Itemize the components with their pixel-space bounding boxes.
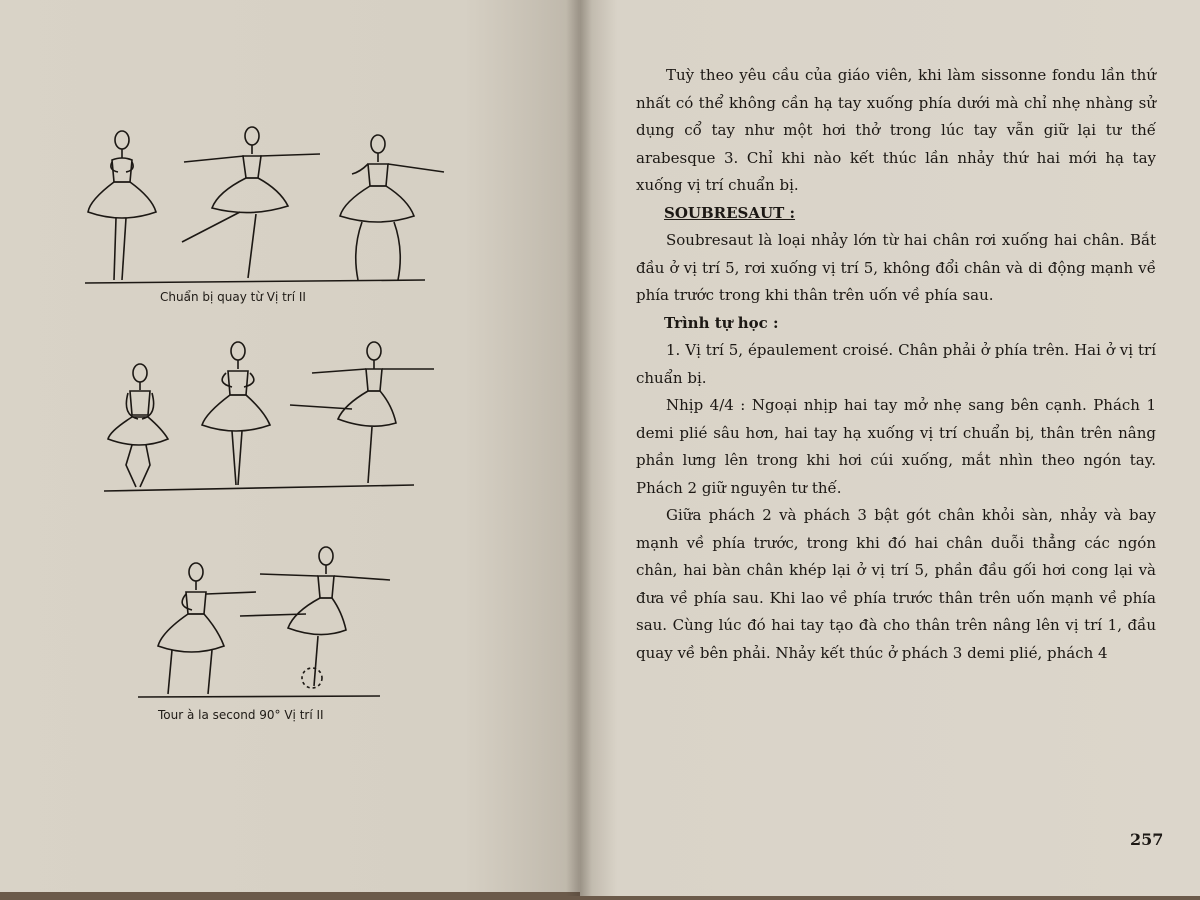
step-2: Nhịp 4/4 : Ngoại nhịp hai tay mở nhẹ sang bên cạnh. Phách 1 demi plié sâu hơn, hai tay hạ xuống vị trí chuẩn bị, thân trên nâng phần lưng lên trong khi hơi cúi xuống, mắt nhìn theo ngón tay. Phách 2 giữ nguyên tư thế.	[636, 396, 1156, 497]
figure-tour-a-la-second	[0, 540, 580, 730]
section-paragraph: Soubresaut là loại nhảy lớn từ hai chân rơi xuống hai chân. Bắt đầu ở vị trí 5, rơi xuống vị trí 5, không đổi chân và di động mạnh về phía trước trong khi thân trên uốn về phía sau.	[636, 231, 1156, 304]
step-1: 1. Vị trí 5, épaulement croisé. Chân phải ở phía trên. Hai ở vị trí chuẩn bị.	[636, 341, 1156, 387]
subheading: Trình tự học :	[664, 313, 779, 332]
figure-turn	[0, 335, 580, 495]
section-heading: SOUBRESAUT :	[664, 203, 796, 222]
page-number: 257	[1130, 830, 1164, 849]
body-text	[636, 62, 1156, 667]
step-3: Giữa phách 2 và phách 3 bật gót chân khỏi sàn, nhảy và bay mạnh về phía trước, trong khi đó hai chân duỗi thẳng các ngón chân, hai bàn chân khép lại ở vị trí 5, phần đầu gối hơi cong lại và đưa về phía sau. Khi lao về phía trước thân trên uốn mạnh về phía sau. Cùng lúc đó hai tay tạo đà cho thân trên nâng lên vị trí 1, đầu quay về bên phải. Nhảy kết thúc ở phách 3 demi plié, phách 4	[636, 506, 1156, 662]
dancer-illustration-3	[0, 540, 580, 730]
paragraph: Tuỳ theo yêu cầu của giáo viên, khi làm sissonne fondu lần thứ nhất có thể không cần hạ tay xuống phía dưới mà chỉ nhẹ nhàng sử dụng cổ tay như một hơi thở trong lúc tay vẫn giữ lại tư thế arabesque 3. Chỉ khi nào kết thúc lần nhảy thứ hai mới hạ tay xuống vị trí chuẩn bị.	[636, 66, 1156, 194]
figure-preparation	[0, 120, 580, 310]
dancer-illustration-2	[0, 335, 580, 495]
dancer-illustration-1	[0, 120, 580, 310]
figure-caption: Chuẩn bị quay từ Vị trí II	[160, 290, 306, 304]
figure-caption: Tour à la second 90° Vị trí II	[158, 708, 324, 722]
